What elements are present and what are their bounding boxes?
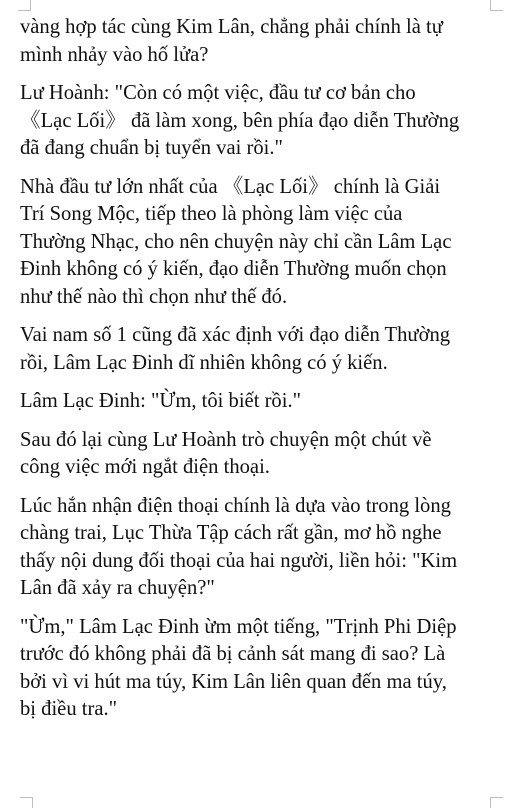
paragraph: Lâm Lạc Đinh: "Ừm, tôi biết rồi." (20, 390, 302, 412)
paragraph: Lư Hoành: "Còn có một việc, đầu tư cơ bản cho 《Lạc Lối》 đã làm xong, bên phía đạo diễn Thường đã đang chuẩn bị tuyển vai rồi." (20, 82, 460, 159)
document-body (20, 14, 500, 735)
paragraph: Lúc hắn nhận điện thoại chính là dựa vào trong lòng chàng trai, Lục Thừa Tập cách rất gần, mơ hồ nghe thấy nội dung đối thoại của hai người, liền hỏi: "Kim Lân đã xảy ra chuyện?" (20, 494, 458, 599)
crop-mark-bottom-right (490, 797, 503, 808)
paragraph: Vai nam số 1 cũng đã xác định với đạo diễn Thường rồi, Lâm Lạc Đinh dĩ nhiên không có ý kiến. (20, 324, 451, 374)
crop-mark-bottom-left (20, 797, 33, 808)
crop-mark-top-right (490, 0, 503, 11)
paragraph: Nhà đầu tư lớn nhất của 《Lạc Lối》 chính là Giải Trí Song Mộc, tiếp theo là phòng làm việc của Thường Nhạc, cho nên chuyện này chỉ cần Lâm Lạc Đinh không có ý kiến, đạo diễn Thường muốn chọn như thế nào thì chọn như thế đó. (20, 175, 452, 308)
paragraph: "Ừm," Lâm Lạc Đinh ừm một tiếng, "Trịnh Phi Diệp trước đó không phải đã bị cảnh sát mang đi sao? Là bởi vì vi hút ma túy, Kim Lân liên quan đến ma túy, bị điều tra." (20, 615, 457, 720)
paragraph: Sau đó lại cùng Lư Hoành trò chuyện một chút về công việc mới ngắt điện thoại. (20, 428, 432, 478)
paragraph: vàng hợp tác cùng Kim Lân, chẳng phải chính là tự mình nhảy vào hố lửa? (20, 16, 443, 66)
crop-mark-top-left (18, 0, 31, 11)
